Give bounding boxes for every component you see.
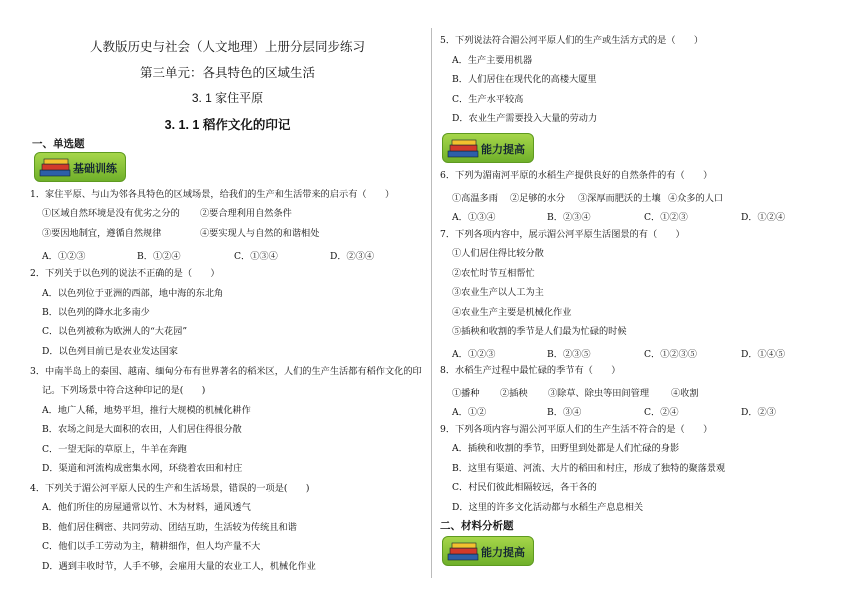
q5-option-d[interactable]: D．农业生产需要投入大量的劳动力 bbox=[452, 113, 598, 124]
q2-option-a[interactable]: A．以色列位于亚洲的西部，地中海的东北角 bbox=[42, 288, 224, 299]
q4-stem: 4．下列关于湄公河平原人民的生产和生活场景，错误的一项是( ) bbox=[30, 483, 310, 494]
section-heading-material: 二、材料分析题 bbox=[440, 520, 514, 532]
books-icon bbox=[38, 156, 74, 178]
q4-option-d[interactable]: D．遇到丰收时节，人手不够，会雇用大量的农业工人，机械化作业 bbox=[42, 561, 316, 572]
q7-statement-4: ④农业生产主要是机械化作业 bbox=[452, 307, 572, 318]
q1-option-d[interactable]: D．②③④ bbox=[330, 251, 375, 262]
q1-option-c[interactable]: C．①③④ bbox=[234, 251, 278, 262]
q8-statement-2: ②插秧 bbox=[500, 388, 528, 399]
badge-basic-training bbox=[34, 152, 126, 182]
badge-ability-2 bbox=[442, 536, 534, 566]
badge-label: 能力提高 bbox=[481, 547, 525, 559]
q3-stem-line2: 记。下列场景中符合这种印记的是( ) bbox=[42, 385, 206, 396]
q1-option-a[interactable]: A．①②③ bbox=[42, 251, 86, 262]
q1-statement-3: ③要因地制宜，遵循自然规律 bbox=[42, 228, 162, 239]
badge-label: 基础训练 bbox=[73, 163, 117, 175]
q6-statement-1: ①高温多雨 bbox=[452, 193, 498, 204]
q6-option-a[interactable]: A．①③④ bbox=[452, 212, 496, 223]
q8-statement-3: ③除草、除虫等田间管理 bbox=[548, 388, 650, 399]
q7-option-d[interactable]: D．①④⑤ bbox=[741, 349, 786, 360]
q8-option-c[interactable]: C．②④ bbox=[644, 407, 679, 418]
q7-statement-2: ②农忙时节互相帮忙 bbox=[452, 268, 535, 279]
q3-stem-line1: 3．中南半岛上的泰国、越南、缅甸分布有世界著名的稻米区，人们的生产生活都有稻作文化的印 bbox=[30, 366, 422, 377]
q6-option-c[interactable]: C．①②③ bbox=[644, 212, 688, 223]
q8-statement-4: ④收割 bbox=[671, 388, 699, 399]
q4-option-c[interactable]: C．他们以手工劳动为主，精耕细作，但人均产量不大 bbox=[42, 541, 261, 552]
q5-stem: 5．下列说法符合湄公河平原人们的生产或生活方式的是（ ） bbox=[440, 35, 704, 46]
q3-option-d[interactable]: D．渠道和河流构成密集水网，环绕着农田和村庄 bbox=[42, 463, 243, 474]
q7-statement-1: ①人们居住得比较分散 bbox=[452, 248, 544, 259]
q8-stem: 8．水稻生产过程中最忙碌的季节有（ ） bbox=[440, 365, 621, 376]
q3-option-c[interactable]: C．一望无际的草原上，牛羊在奔跑 bbox=[42, 444, 187, 455]
q2-option-b[interactable]: B．以色列的降水北多南少 bbox=[42, 307, 150, 318]
q6-option-b[interactable]: B．②③④ bbox=[547, 212, 591, 223]
section-heading-single-choice: 一、单选题 bbox=[32, 138, 85, 150]
q8-option-d[interactable]: D．②③ bbox=[741, 407, 776, 418]
q5-option-c[interactable]: C．生产水平较高 bbox=[452, 94, 524, 105]
q8-option-b[interactable]: B．③④ bbox=[547, 407, 582, 418]
q6-statement-3: ③深厚而肥沃的土壤 bbox=[578, 193, 661, 204]
q2-option-d[interactable]: D．以色列目前已是农业发达国家 bbox=[42, 346, 178, 357]
q6-statement-4: ④众多的人口 bbox=[668, 193, 724, 204]
q5-option-a[interactable]: A．生产主要用机器 bbox=[452, 55, 533, 66]
q2-option-c[interactable]: C．以色列被称为欧洲人的“大花园” bbox=[42, 326, 188, 337]
books-icon bbox=[446, 540, 482, 562]
q5-option-b[interactable]: B．人们居住在现代化的高楼大厦里 bbox=[452, 74, 597, 85]
column-divider bbox=[431, 28, 432, 578]
q6-statement-2: ②足够的水分 bbox=[510, 193, 566, 204]
q7-statement-3: ③农业生产以人工为主 bbox=[452, 287, 544, 298]
q1-statement-4: ④要实现人与自然的和谐相处 bbox=[200, 228, 320, 239]
q7-statement-5: ⑤插秧和收割的季节是人们最为忙碌的时候 bbox=[452, 326, 627, 337]
books-icon bbox=[446, 137, 482, 159]
q8-option-a[interactable]: A．①② bbox=[452, 407, 487, 418]
q9-option-a[interactable]: A．插秧和收割的季节，田野里到处都是人们忙碌的身影 bbox=[452, 443, 680, 454]
q1-statement-1: ①区域自然环境是没有优劣之分的 bbox=[42, 208, 180, 219]
q6-stem: 6．下列为湄南河平原的水稻生产提供良好的自然条件的有（ ） bbox=[440, 170, 713, 181]
q9-option-d[interactable]: D．这里的许多文化活动都与水稻生产息息相关 bbox=[452, 502, 644, 513]
badge-ability-1 bbox=[442, 133, 534, 163]
q7-stem: 7．下列各项内容中，展示湄公河平原生活图景的有（ ） bbox=[440, 229, 685, 240]
q1-option-b[interactable]: B．①②④ bbox=[137, 251, 181, 262]
q2-stem: 2．下列关于以色列的说法不正确的是（ ） bbox=[30, 268, 220, 279]
q1-statement-2: ②要合理利用自然条件 bbox=[200, 208, 292, 219]
q7-option-a[interactable]: A．①②③ bbox=[452, 349, 496, 360]
q7-option-c[interactable]: C．①②③⑤ bbox=[644, 349, 697, 360]
q9-stem: 9．下列各项内容与湄公河平原人们的生产生活不符合的是（ ） bbox=[440, 424, 713, 435]
badge-label: 能力提高 bbox=[481, 144, 525, 156]
q9-option-c[interactable]: C．村民们彼此相隔较远，各干各的 bbox=[452, 482, 597, 493]
q6-option-d[interactable]: D．①②④ bbox=[741, 212, 786, 223]
q3-option-b[interactable]: B．农场之间是大面积的农田，人们居住得很分散 bbox=[42, 424, 242, 435]
lesson-title: 3. 1. 1 稻作文化的印记 bbox=[164, 118, 291, 132]
unit-title: 第三单元：各具特色的区域生活 bbox=[139, 66, 315, 80]
q3-option-a[interactable]: A．地广人稀，地势平坦，推行大规模的机械化耕作 bbox=[42, 405, 251, 416]
q1-stem: 1．家住平原、与山为邻各具特色的区域场景，给我们的生产和生活带来的启示有（ ） bbox=[30, 189, 395, 200]
section-title: 3. 1 家住平原 bbox=[191, 91, 264, 105]
q4-option-b[interactable]: B．他们居住稠密、共同劳动、团结互助，生活较为传统且和谐 bbox=[42, 522, 297, 533]
q7-option-b[interactable]: B．②③⑤ bbox=[547, 349, 591, 360]
doc-title: 人教版历史与社会（人文地理）上册分层同步练习 bbox=[89, 40, 365, 54]
q9-option-b[interactable]: B．这里有渠道、河流、大片的稻田和村庄，形成了独特的聚落景观 bbox=[452, 463, 726, 474]
q4-option-a[interactable]: A．他们所住的房屋通常以竹、木为材料，通风透气 bbox=[42, 502, 251, 513]
q8-statement-1: ①播种 bbox=[452, 388, 480, 399]
